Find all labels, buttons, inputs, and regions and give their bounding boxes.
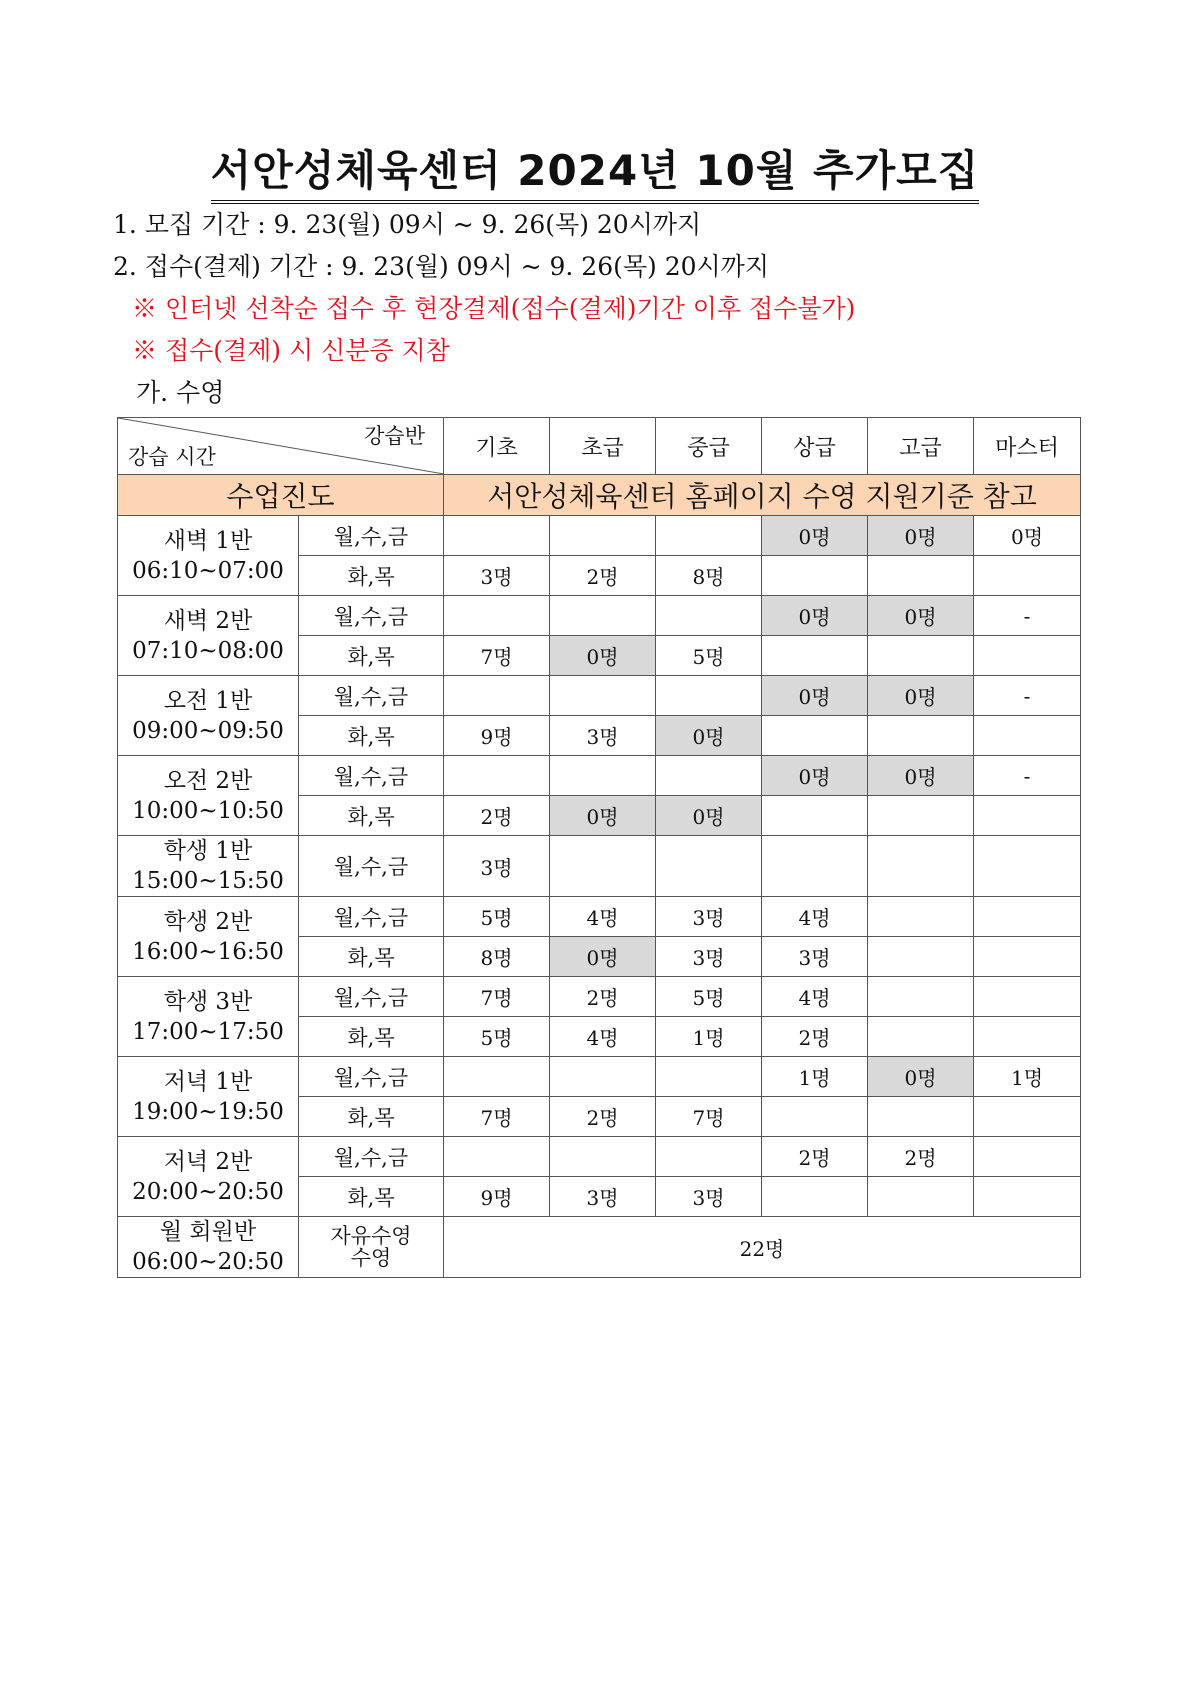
class-group-cell: [118, 756, 299, 836]
vacancy-count: [974, 1137, 1081, 1177]
member-count: 22명: [444, 1217, 1081, 1278]
class-group-cell: [118, 1137, 299, 1217]
level-intermediate: 중급: [656, 418, 762, 475]
class-group-cell: [118, 836, 299, 897]
vacancy-count: [762, 636, 868, 676]
vacancy-count: 3명: [550, 716, 656, 756]
table-row: [118, 756, 1081, 796]
vacancy-count: 2명: [868, 1137, 974, 1177]
vacancy-count: [656, 1137, 762, 1177]
vacancy-count: [444, 1057, 550, 1097]
vacancy-count: 9명: [444, 1177, 550, 1217]
payment-period: 2. 접수(결제) 기간 : 9. 23(월) 09시 ~ 9. 26(목) 20시까지: [113, 252, 769, 281]
vacancy-count: 1명: [656, 1017, 762, 1057]
vacancy-count: [444, 596, 550, 636]
vacancy-count: 3명: [656, 897, 762, 937]
level-master: 마스터: [974, 418, 1081, 475]
vacancy-count: 0명: [762, 596, 868, 636]
vacancy-count: 8명: [656, 556, 762, 596]
vacancy-count: 3명: [762, 937, 868, 977]
vacancy-count: [974, 937, 1081, 977]
vacancy-count: [974, 796, 1081, 836]
vacancy-count: 0명: [868, 596, 974, 636]
vacancy-count: [974, 1017, 1081, 1057]
vacancy-count: [444, 516, 550, 556]
vacancy-count: [444, 1137, 550, 1177]
vacancy-count: [762, 716, 868, 756]
vacancy-count: [974, 556, 1081, 596]
vacancy-count: [762, 836, 868, 897]
class-group-cell: [118, 977, 299, 1057]
class-name: 오전 1반: [163, 687, 253, 714]
class-group-cell: [118, 897, 299, 977]
class-time: 19:00~19:50: [132, 1098, 284, 1125]
vacancy-count: 0명: [550, 796, 656, 836]
class-days: 화,목: [299, 937, 444, 977]
vacancy-count: [974, 836, 1081, 897]
vacancy-count: [974, 1177, 1081, 1217]
class-days: 화,목: [299, 1097, 444, 1137]
vacancy-count: [974, 897, 1081, 937]
level-beginner: 초급: [550, 418, 656, 475]
vacancy-count: 7명: [444, 1097, 550, 1137]
class-name: 저녁 1반: [163, 1068, 253, 1095]
vacancy-count: 7명: [656, 1097, 762, 1137]
class-time: 15:00~15:50: [132, 868, 284, 894]
vacancy-count: [868, 897, 974, 937]
vacancy-count: 5명: [444, 897, 550, 937]
member-class-cell: [118, 1217, 299, 1278]
vacancy-count: 4명: [550, 897, 656, 937]
level-upper: 상급: [762, 418, 868, 475]
member-type-day2: 수영: [350, 1246, 392, 1270]
vacancy-count: [868, 556, 974, 596]
recruit-period: 1. 모집 기간 : 9. 23(월) 09시 ~ 9. 26(목) 20시까지: [113, 210, 702, 239]
vacancy-count: [974, 636, 1081, 676]
title-text: 서안성체육센터 2024년 10월 추가모집: [211, 138, 980, 204]
class-time: 10:00~10:50: [132, 797, 284, 824]
table-row: [118, 676, 1081, 716]
vacancy-count: 0명: [550, 937, 656, 977]
class-name: 저녁 2반: [163, 1148, 253, 1175]
vacancy-count: [868, 796, 974, 836]
vacancy-count: [550, 516, 656, 556]
class-days: 화,목: [299, 716, 444, 756]
vacancy-count: 8명: [444, 937, 550, 977]
vacancy-count: 0명: [762, 756, 868, 796]
class-name: 새벽 1반: [163, 527, 253, 554]
class-days: 화,목: [299, 556, 444, 596]
vacancy-count: 0명: [550, 636, 656, 676]
vacancy-count: [444, 676, 550, 716]
class-days: 월,수,금: [299, 676, 444, 716]
vacancy-count: 0명: [762, 676, 868, 716]
vacancy-count: 2명: [444, 796, 550, 836]
class-name: 새벽 2반: [163, 607, 253, 634]
warning-internet: ※ 인터넷 선착순 접수 후 현장결제(접수(결제)기간 이후 접수불가): [132, 294, 856, 323]
vacancy-count: [868, 1017, 974, 1057]
class-time: 16:00~16:50: [132, 938, 284, 965]
class-days: 월,수,금: [299, 1137, 444, 1177]
class-days: 화,목: [299, 1177, 444, 1217]
vacancy-count: 0명: [656, 796, 762, 836]
table-row: [118, 836, 1081, 897]
table-row: [118, 1137, 1081, 1177]
vacancy-count: [550, 756, 656, 796]
vacancy-count: 0명: [868, 756, 974, 796]
vacancy-count: [762, 556, 868, 596]
vacancy-count: 7명: [444, 977, 550, 1017]
table-row: [118, 516, 1081, 556]
class-group-cell: [118, 516, 299, 596]
member-row: [118, 1217, 1081, 1278]
vacancy-count: [868, 937, 974, 977]
class-days: 월,수,금: [299, 756, 444, 796]
vacancy-count: 0명: [868, 1057, 974, 1097]
corner-time-label: 강습 시간: [128, 445, 216, 469]
vacancy-count: 1명: [762, 1057, 868, 1097]
vacancy-count: -: [974, 676, 1081, 716]
member-class-time: 06:00~20:50: [132, 1249, 284, 1275]
vacancy-count: [656, 836, 762, 897]
member-class-name: 월 회원반: [159, 1219, 257, 1245]
class-time: 06:10~07:00: [132, 557, 284, 584]
level-advanced: 고급: [868, 418, 974, 475]
page-title: [0, 138, 1190, 204]
class-time: 17:00~17:50: [132, 1018, 284, 1045]
vacancy-count: 9명: [444, 716, 550, 756]
vacancy-count: [444, 756, 550, 796]
corner-cell: [118, 418, 444, 475]
progress-label: 수업진도: [118, 475, 444, 516]
table-row: [118, 897, 1081, 937]
vacancy-count: 0명: [656, 716, 762, 756]
vacancy-count: 3명: [444, 556, 550, 596]
vacancy-count: [550, 836, 656, 897]
vacancy-count: 5명: [656, 636, 762, 676]
vacancy-count: -: [974, 756, 1081, 796]
class-days: 월,수,금: [299, 516, 444, 556]
vacancy-count: 5명: [656, 977, 762, 1017]
class-name: 학생 2반: [163, 908, 253, 935]
class-name: 학생 1반: [163, 838, 253, 864]
vacancy-count: 4명: [762, 977, 868, 1017]
vacancy-count: [550, 1137, 656, 1177]
vacancy-count: [656, 676, 762, 716]
vacancy-count: -: [974, 596, 1081, 636]
member-type-cell: [299, 1217, 444, 1278]
vacancy-count: 1명: [974, 1057, 1081, 1097]
class-days: 화,목: [299, 1017, 444, 1057]
vacancy-count: [974, 977, 1081, 1017]
class-days: 월,수,금: [299, 596, 444, 636]
table-row: [118, 977, 1081, 1017]
member-type-day1: 자유수영: [330, 1224, 412, 1248]
vacancy-count: 3명: [656, 937, 762, 977]
vacancy-count: 2명: [550, 556, 656, 596]
vacancy-count: [868, 716, 974, 756]
class-days: 화,목: [299, 796, 444, 836]
level-basic: 기초: [444, 418, 550, 475]
vacancy-count: [762, 1177, 868, 1217]
vacancy-count: [656, 596, 762, 636]
table-row: [118, 596, 1081, 636]
vacancy-count: 2명: [550, 1097, 656, 1137]
table-row: [118, 1057, 1081, 1097]
class-days: 화,목: [299, 636, 444, 676]
class-days: 월,수,금: [299, 897, 444, 937]
vacancy-count: [762, 796, 868, 836]
vacancy-count: [868, 977, 974, 1017]
vacancy-count: [550, 596, 656, 636]
vacancy-count: 0명: [868, 676, 974, 716]
class-group-cell: [118, 1057, 299, 1137]
vacancy-count: [974, 1097, 1081, 1137]
vacancy-count: 4명: [762, 897, 868, 937]
vacancy-count: [656, 516, 762, 556]
vacancy-count: 2명: [550, 977, 656, 1017]
progress-row: [118, 475, 1081, 516]
class-name: 오전 2반: [163, 767, 253, 794]
vacancy-count: [868, 1177, 974, 1217]
class-days: 월,수,금: [299, 1057, 444, 1097]
class-group-cell: [118, 596, 299, 676]
class-days: 월,수,금: [299, 977, 444, 1017]
class-name: 학생 3반: [163, 988, 253, 1015]
vacancy-count: 7명: [444, 636, 550, 676]
class-time: 20:00~20:50: [132, 1178, 284, 1205]
vacancy-count: 3명: [656, 1177, 762, 1217]
vacancy-count: 3명: [550, 1177, 656, 1217]
vacancy-count: 3명: [444, 836, 550, 897]
vacancy-count: 5명: [444, 1017, 550, 1057]
section-swimming: 가. 수영: [136, 378, 225, 407]
vacancy-count: [656, 1057, 762, 1097]
class-days: 월,수,금: [299, 836, 444, 897]
progress-text: 서안성체육센터 홈페이지 수영 지원기준 참고: [444, 475, 1081, 516]
vacancy-count: 0명: [868, 516, 974, 556]
vacancy-count: [974, 716, 1081, 756]
class-time: 07:10~08:00: [132, 637, 284, 664]
vacancy-count: 2명: [762, 1137, 868, 1177]
vacancy-count: [762, 1097, 868, 1137]
vacancy-count: 0명: [762, 516, 868, 556]
vacancy-count: [868, 1097, 974, 1137]
vacancy-count: [550, 676, 656, 716]
header-row: [118, 418, 1081, 475]
vacancy-count: [550, 1057, 656, 1097]
vacancy-count: 4명: [550, 1017, 656, 1057]
warning-id: ※ 접수(결제) 시 신분증 지참: [132, 336, 450, 365]
corner-class-label: 강습반: [364, 424, 425, 448]
class-group-cell: [118, 676, 299, 756]
vacancy-count: [868, 836, 974, 897]
swim-schedule-table: [117, 417, 1081, 1278]
class-time: 09:00~09:50: [132, 717, 284, 744]
vacancy-count: 2명: [762, 1017, 868, 1057]
vacancy-count: [656, 756, 762, 796]
vacancy-count: [868, 636, 974, 676]
vacancy-count: 0명: [974, 516, 1081, 556]
